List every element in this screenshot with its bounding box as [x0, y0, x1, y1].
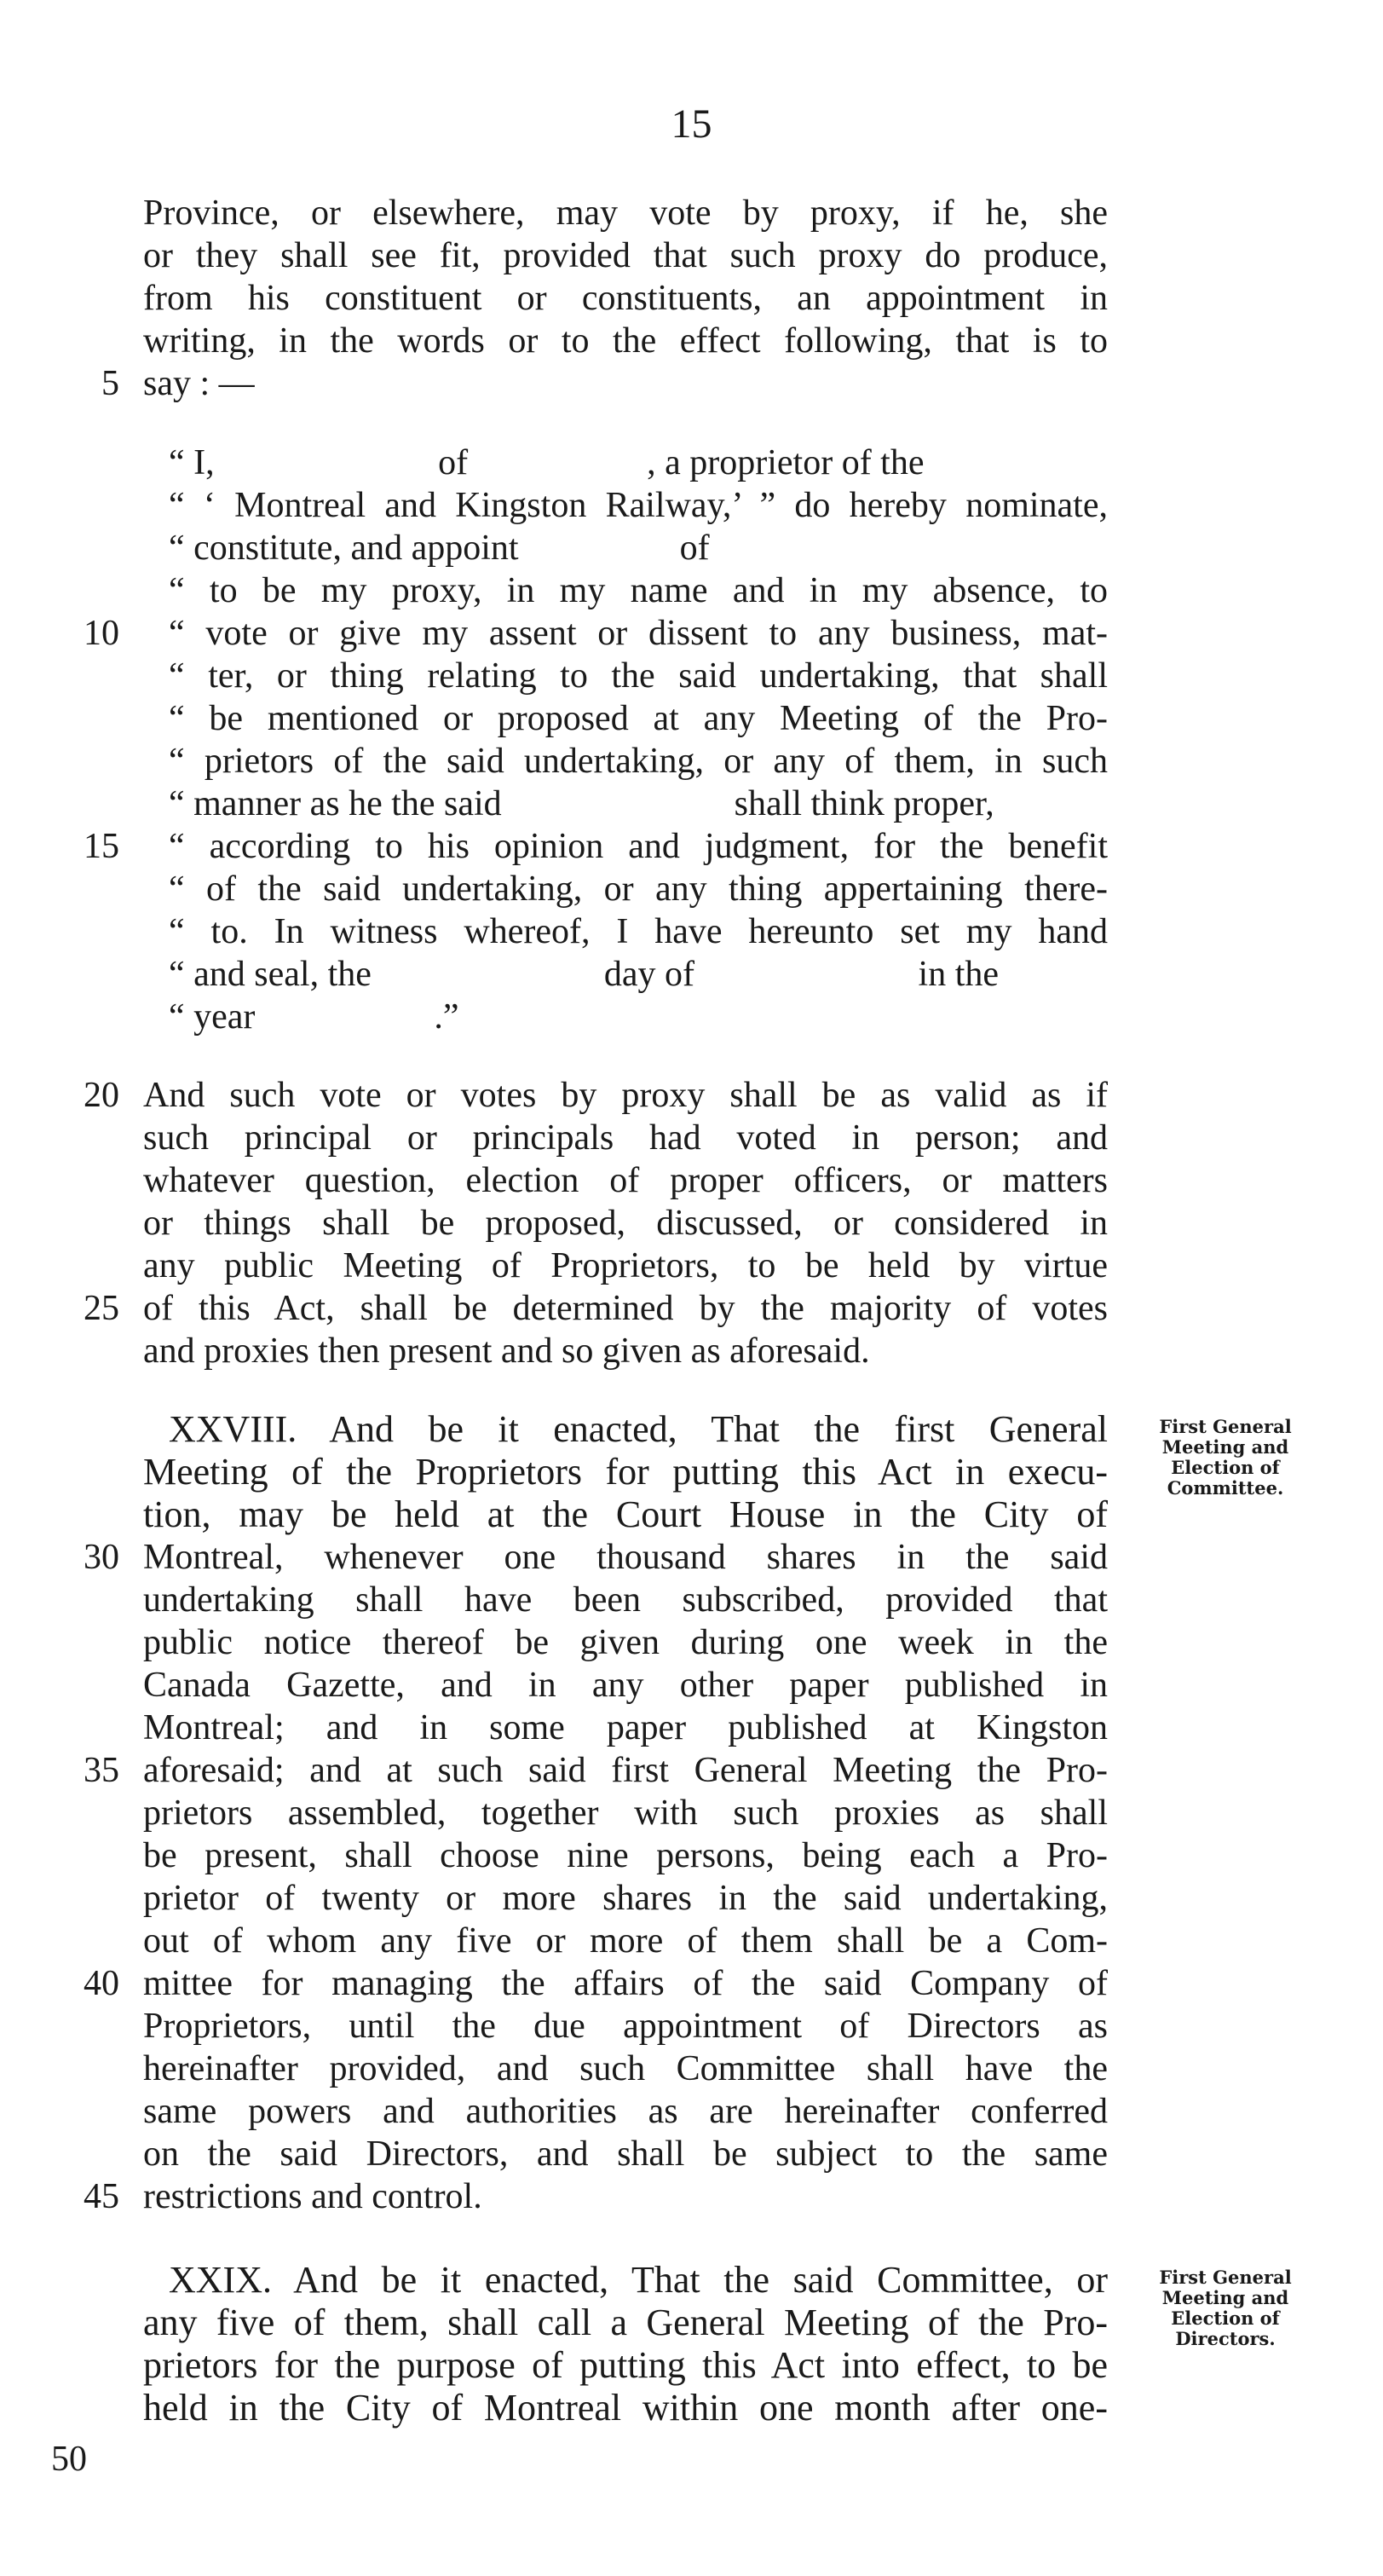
text-line: from his constituent or constituents, an appointment in — [143, 279, 1108, 318]
text-line: any five of them, shall call a General Meeting of the Pro- — [143, 2302, 1108, 2343]
text-line: “ and seal, the day of in the — [169, 955, 999, 994]
line-number: 45 — [84, 2177, 119, 2216]
text-line: prietor of twenty or more shares in the said undertaking, — [143, 1879, 1108, 1918]
text-line: Montreal, whenever one thousand shares in the said — [143, 1538, 1108, 1577]
text-line: held in the City of Montreal within one month after one- — [143, 2387, 1108, 2429]
text-line: “ year .” — [169, 997, 459, 1037]
line-number: 5 — [101, 364, 119, 403]
text-line: “ vote or give my assent or dissent to any business, mat- — [169, 614, 1108, 653]
text-line: be present, shall choose nine persons, being each a Pro- — [143, 1836, 1108, 1875]
sidenote-line: Election of — [1171, 1457, 1280, 1478]
text-line: “ ter, or thing relating to the said undertaking, that shall — [169, 656, 1108, 696]
text-line: “ to. In witness whereof, I have hereunto set my hand — [169, 912, 1108, 951]
text-line: same powers and authorities as are hereinafter conferred — [143, 2092, 1108, 2131]
text-line: “ I, of , a proprietor of the — [169, 443, 925, 482]
text-line: Montreal; and in some paper published at Kingston — [143, 1708, 1108, 1747]
text-line: And such vote or votes by proxy shall be as valid as if — [143, 1076, 1108, 1115]
text-line: XXIX. And be it enacted, That the said Committee, or — [169, 2259, 1108, 2301]
line-number: 40 — [84, 1964, 119, 2003]
sidenote-line: Meeting and — [1161, 2287, 1289, 2308]
text-line: tion, may be held at the Court House in the City of — [143, 1493, 1108, 1535]
page-number: 15 — [671, 101, 712, 147]
text-line: of this Act, shall be determined by the majority of votes — [143, 1289, 1108, 1328]
line-number: 25 — [84, 1289, 119, 1328]
text-line: any public Meeting of Proprietors, to be held by virtue — [143, 1246, 1108, 1285]
sidenote-first-general-meeting-directors — [1115, 2267, 1336, 2349]
text-line: or they shall see fit, provided that such proxy do produce, — [143, 236, 1108, 275]
text-line: prietors assembled, together with such proxies as shall — [143, 1793, 1108, 1833]
text-line: XXVIII. And be it enacted, That the first General — [169, 1408, 1108, 1450]
sidenote-line: First General — [1159, 2267, 1292, 2288]
text-line: such principal or principals had voted in person; and — [143, 1118, 1108, 1158]
text-line: “ of the said undertaking, or any thing appertaining there- — [169, 869, 1108, 909]
text-line: “ constitute, and appoint of — [169, 528, 710, 568]
line-number: 30 — [84, 1538, 119, 1577]
text-line: “ ‘ Montreal and Kingston Railway,’ ” do hereby nominate, — [169, 486, 1108, 525]
text-line: Canada Gazette, and in any other paper published in — [143, 1666, 1108, 1705]
text-line: Province, or elsewhere, may vote by proxy, if he, she — [143, 193, 1108, 233]
sidenote-line: First General — [1159, 1416, 1292, 1437]
text-line: “ to be my proxy, in my name and in my absence, to — [169, 571, 1108, 610]
text-line: undertaking shall have been subscribed, provided that — [143, 1580, 1108, 1620]
text-line: Meeting of the Proprietors for putting this Act in execu- — [143, 1451, 1108, 1493]
text-line: public notice thereof be given during one week in the — [143, 1623, 1108, 1662]
text-line: restrictions and control. — [143, 2177, 482, 2216]
text-line: and proxies then present and so given as aforesaid. — [143, 1331, 870, 1371]
text-line: “ according to his opinion and judgment, for the benefit — [169, 827, 1108, 866]
line-number: 15 — [84, 827, 119, 866]
line-number: 50 — [51, 2440, 87, 2479]
sidenote-first-general-meeting-committee — [1115, 1417, 1336, 1499]
text-line: out of whom any five or more of them shall be a Com- — [143, 1921, 1108, 1961]
text-line: whatever question, election of proper officers, or matters — [143, 1161, 1108, 1200]
text-line: aforesaid; and at such said first General Meeting the Pro- — [143, 1751, 1108, 1790]
text-line: “ be mentioned or proposed at any Meeting of the Pro- — [169, 699, 1108, 738]
text-line: Proprietors, until the due appointment of Directors as — [143, 2007, 1108, 2046]
sidenote-line: Meeting and — [1161, 1436, 1289, 1458]
text-line: on the said Directors, and shall be subject to the same — [143, 2134, 1108, 2174]
text-line: say : — — [143, 364, 255, 403]
text-line: prietors for the purpose of putting this Act into effect, to be — [143, 2344, 1108, 2386]
line-number: 10 — [84, 614, 119, 653]
line-number: 35 — [84, 1751, 119, 1790]
text-line: “ manner as he the said shall think proper, — [169, 784, 994, 823]
sidenote-line: Election of — [1171, 2307, 1280, 2329]
text-line: or things shall be proposed, discussed, or considered in — [143, 1204, 1108, 1243]
sidenote-line: Committee. — [1167, 1477, 1284, 1499]
text-line: mittee for managing the affairs of the said Company of — [143, 1964, 1108, 2003]
text-line: hereinafter provided, and such Committee shall have the — [143, 2049, 1108, 2088]
text-line: writing, in the words or to the effect following, that is to — [143, 321, 1108, 361]
text-line: “ prietors of the said undertaking, or any of them, in such — [169, 742, 1108, 781]
sidenote-line: Directors. — [1175, 2328, 1276, 2349]
line-number: 20 — [84, 1076, 119, 1115]
